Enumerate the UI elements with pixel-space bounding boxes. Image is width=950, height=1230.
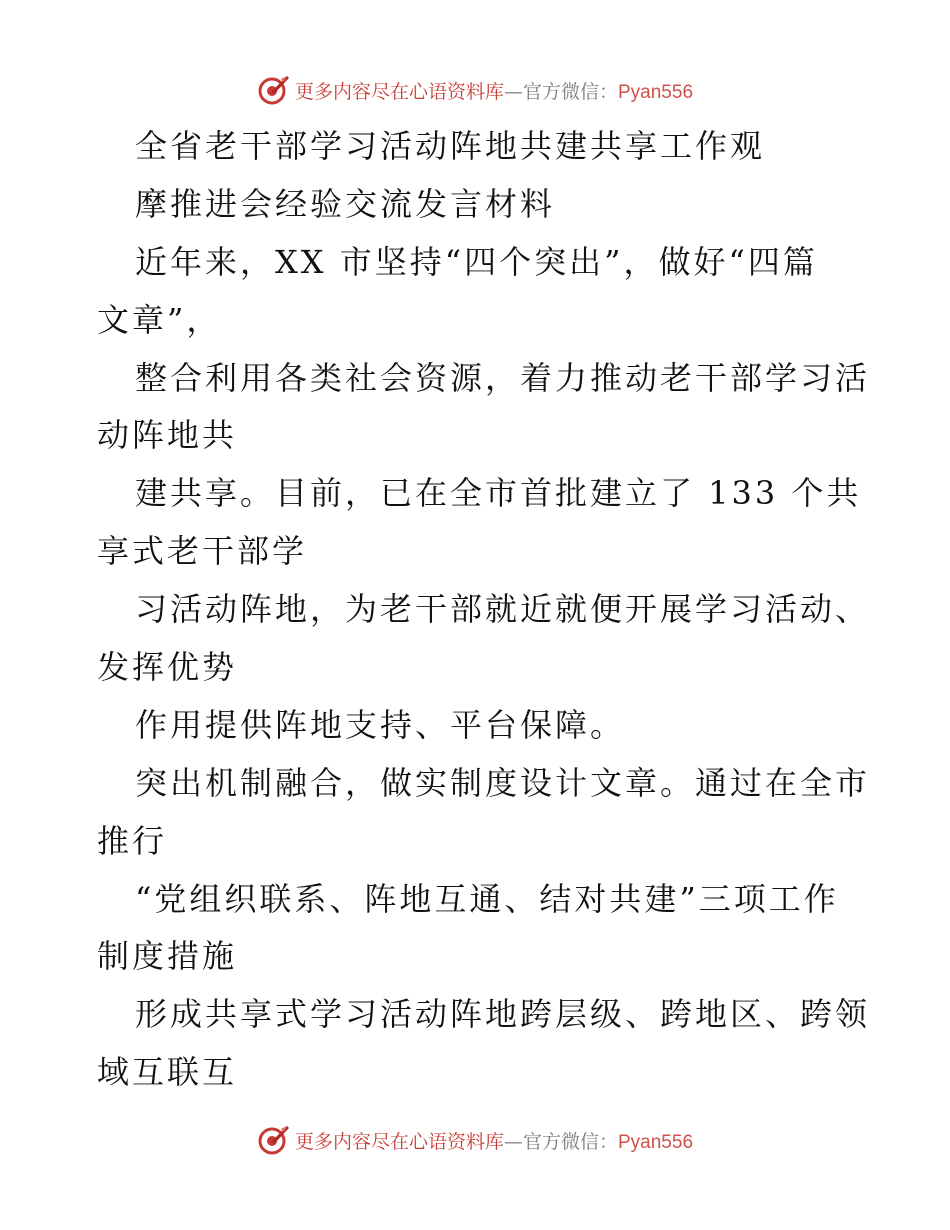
document-line: 全省老干部学习活动阵地共建共享工作观 [135, 127, 766, 165]
banner-site-text: 更多内容尽在心语资料库 [294, 1130, 504, 1153]
banner-wechat-id: Pyan556 [618, 81, 694, 103]
document-line: 形成共享式学习活动阵地跨层级、跨地区、跨领 [135, 995, 871, 1034]
document-line: 近年来，XX 市坚持“四个突出”，做好“四篇 [135, 242, 818, 281]
document-line: 摩推进会经验交流发言材料 [135, 184, 556, 223]
document-line: 域互联互 [97, 1053, 238, 1092]
quill-logo-icon [257, 73, 291, 107]
banner-site-text: 更多内容尽在心语资料库 [294, 80, 504, 103]
document-line: 文章”， [97, 300, 222, 339]
document-line: 突出机制融合，做实制度设计文章。通过在全市 [135, 763, 871, 802]
document-line: 发挥优势 [97, 648, 238, 687]
header-banner [0, 70, 950, 110]
document-line: 整合利用各类社会资源，着力推动老干部学习活 [135, 358, 871, 397]
banner-separator: — [503, 1130, 523, 1153]
footer-banner [0, 1120, 950, 1160]
banner-wechat-label: 官方微信： [522, 1130, 618, 1153]
document-line: 推行 [97, 821, 168, 860]
document-line: 制度措施 [97, 937, 238, 976]
document-line: 习活动阵地，为老干部就近就便开展学习活动、 [135, 590, 871, 629]
banner-separator: — [503, 80, 523, 103]
banner-wechat-label: 官方微信： [522, 80, 618, 103]
document-line: 作用提供阵地支持、平台保障。 [135, 705, 626, 744]
document-line: 动阵地共 [97, 416, 238, 455]
banner-wechat-id: Pyan556 [618, 1131, 694, 1153]
document-line: 建共享。目前，已在全市首批建立了 133 个共 [135, 474, 862, 513]
quill-logo-icon [257, 1123, 291, 1157]
document-line: 享式老干部学 [97, 532, 308, 571]
document-line: “党组织联系、阵地互通、结对共建”三项工作 [135, 879, 839, 918]
document-body [97, 118, 871, 1102]
